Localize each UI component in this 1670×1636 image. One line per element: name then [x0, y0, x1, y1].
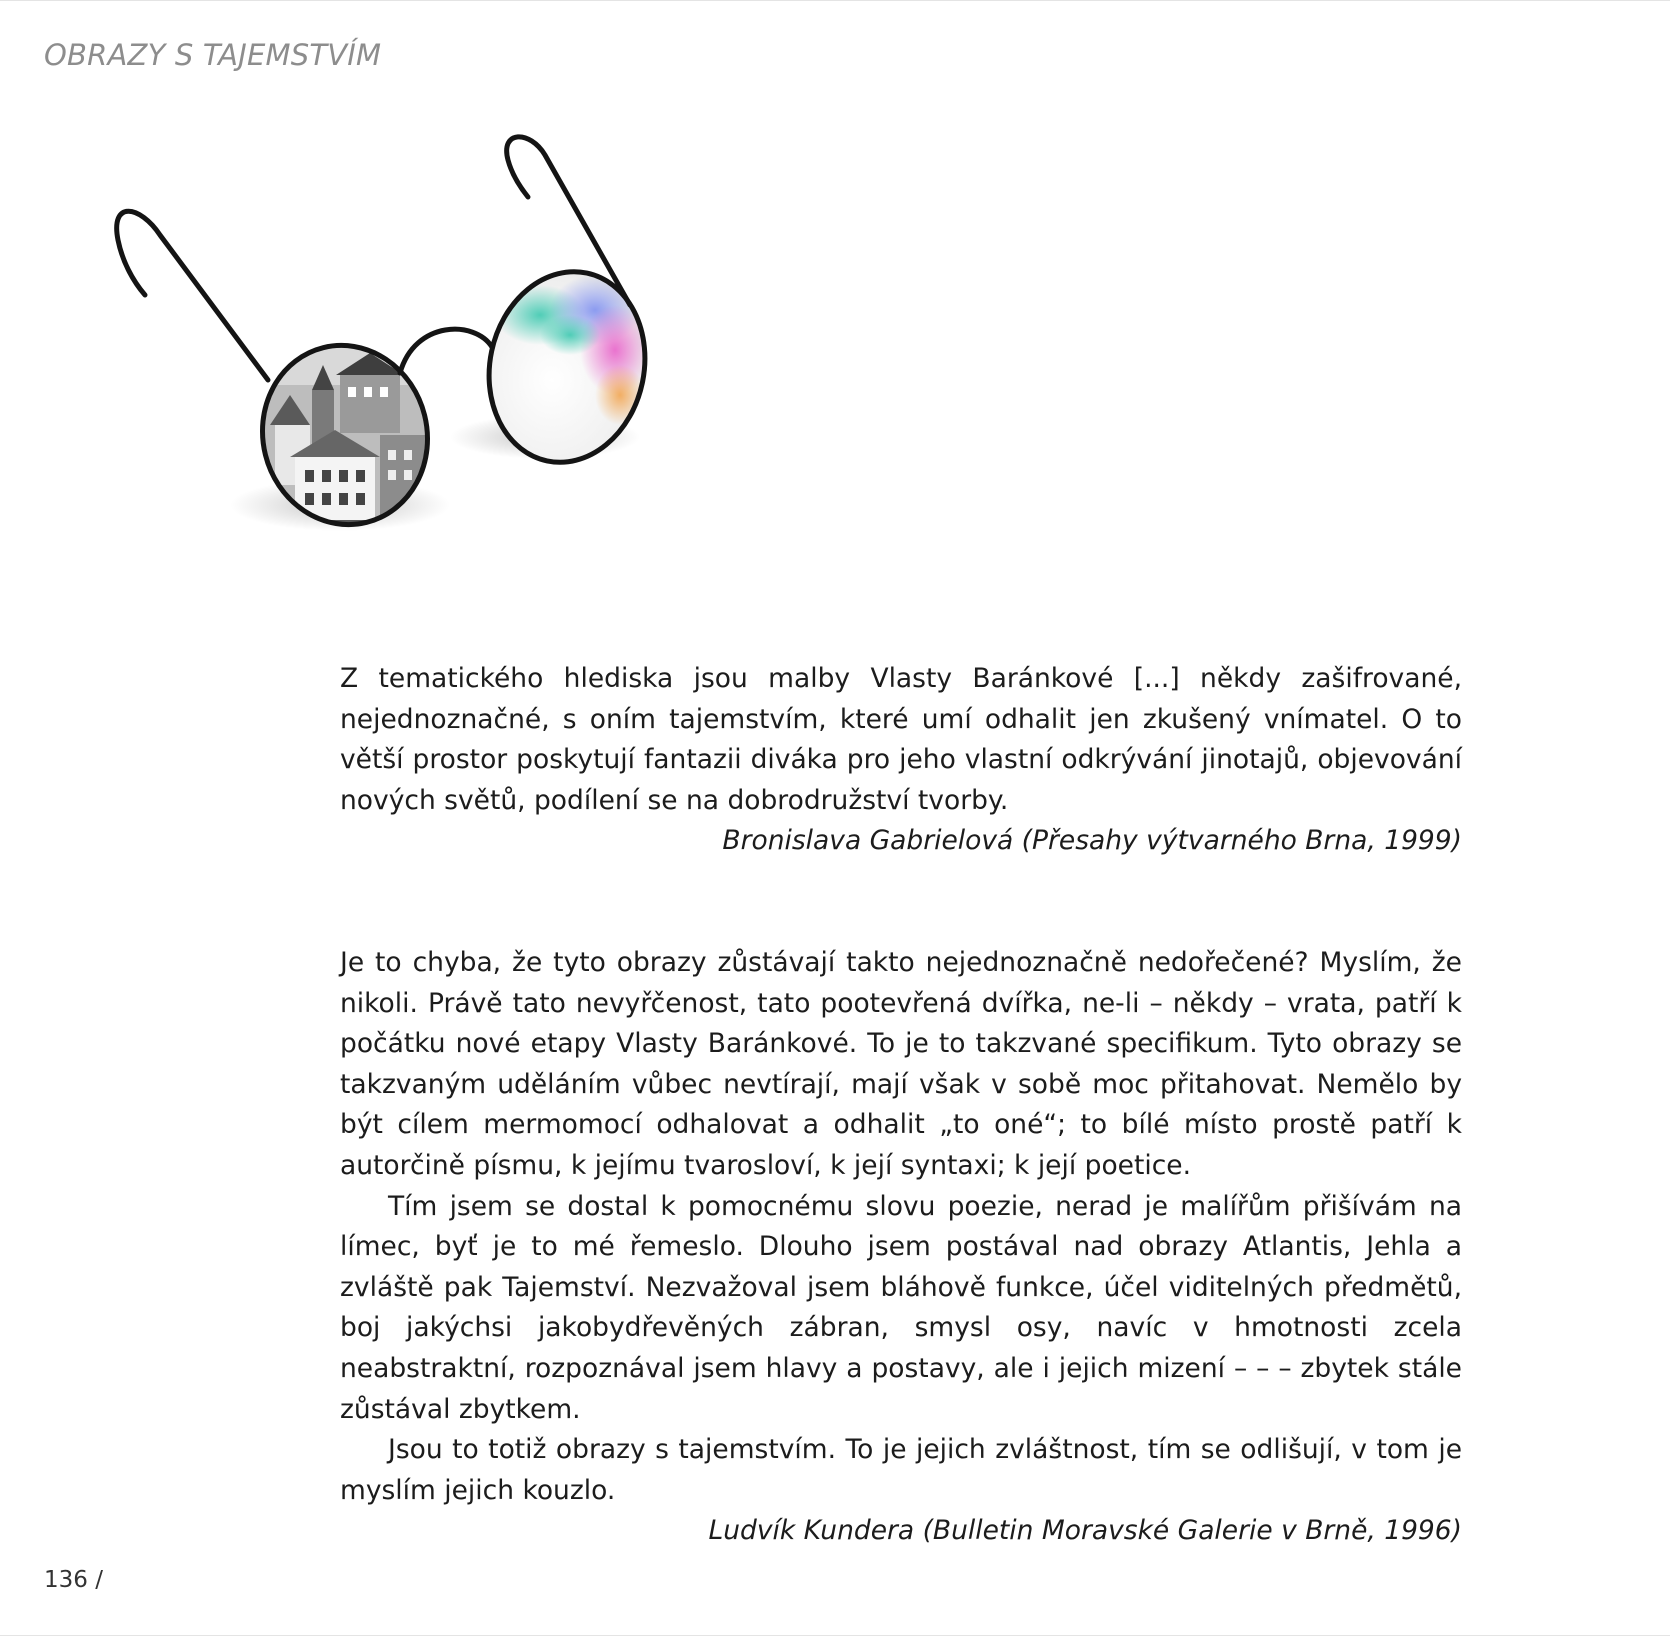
quote-kundera — [340, 943, 1462, 1552]
quote-paragraph: Je to chyba, že tyto obrazy zůstávají takto nejednoznačně nedořečené? Myslím, že nikoli. Právě tato nevyřčenost, tato pootevřená dvířka, ne-li – někdy – vrata, patří k počátku nové etapy Vlasty Baránkové. To je to takzvané specifikum. Tyto obrazy se takzvaným uděláním vůbec nevtírají, mají však v sobě moc přitahovat. Nemělo by být cílem mermomocí odhalovat a odhalit „to oné“; to bílé místo prostě patří k autorčině písmu, k jejímu tvarosloví, k její syntaxi; k její poetice. — [340, 947, 1462, 1181]
glasses-icon — [100, 125, 680, 565]
page-number: 136 / — [44, 1567, 103, 1593]
quote-gabrielova — [340, 659, 1462, 862]
quote-paragraph: Tím jsem se dostal k pomocnému slovu poezie, nerad je malířům přišívám na límec, byť je to mé řemeslo. Dlouho jsem postával nad obrazy Atlantis, Jehla a zvláště pak Tajemství. Nezvažoval jsem bláhově funkce, účel viditelných předmětů, boj jakýchsi jakobydřevěných zábran, smysl osy, navíc v hmotnosti zcela neabstraktní, rozpoznával jsem hlavy a postavy, ale i jejich mizení – – – zbytek stále zůstával zbytkem. — [340, 1190, 1462, 1425]
quote-paragraph: Jsou to totiž obrazy s tajemstvím. To je jejich zvláštnost, tím se odlišují, v tom je myslím jejich kouzlo. — [340, 1434, 1462, 1506]
running-head: OBRAZY S TAJEMSTVÍM — [44, 38, 382, 72]
quote-attribution: Ludvík Kundera (Bulletin Moravské Galerie v Brně, 1996) — [708, 1515, 1462, 1547]
quote-paragraph: Z tematického hlediska jsou malby Vlasty Baránkové [...] někdy zašifrované, nejednoznačné, s oním tajemstvím, které umí odhalit jen zkušený vnímatel. O to větší prostor poskytují fantazii diváka pro jeho vlastní odkrývání jinotajů, objevování nových světů, podílení se na dobrodružství tvorby. — [340, 663, 1462, 816]
quote-attribution: Bronislava Gabrielová (Přesahy výtvarného Brna, 1999) — [722, 825, 1462, 857]
glasses-bridge — [400, 329, 492, 373]
left-temple-arm — [117, 211, 268, 380]
